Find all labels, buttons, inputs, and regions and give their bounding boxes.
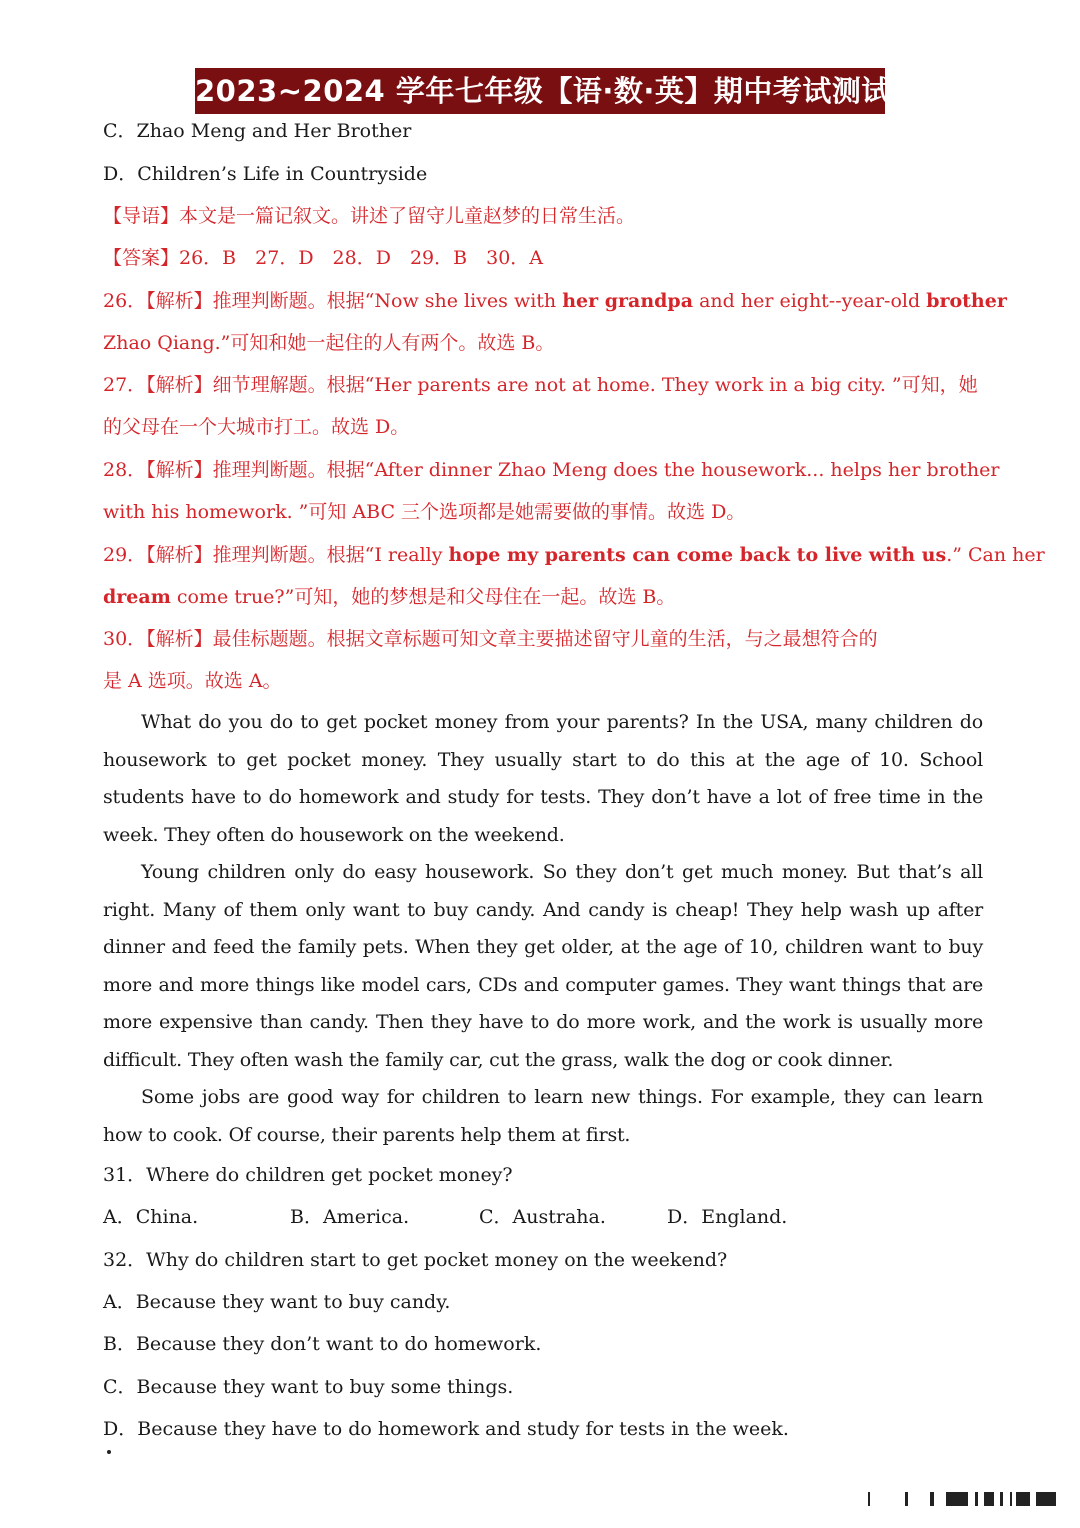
prev-option-c: C．Zhao Meng and Her Brother [103, 120, 412, 142]
q26-text-a: 26．【解析】推理判断题。根据“Now she lives with [103, 290, 563, 312]
q29-bold-1: hope my parents can come back to live with us [448, 544, 947, 566]
q31-stem: 31．Where do children get pocket money? [103, 1164, 513, 1186]
passage-paragraph-1: What do you do to get pocket money from your parents? In the USA, many children do housework to get pocket money. They usually start to do this at the age of 10. School students have to do homework and study for tests. They don’t have a lot of free time in the week. They often do housework on the weekend. [103, 711, 983, 846]
q32-option-d: D．Because they have to do homework and study for tests in the week. [103, 1418, 789, 1440]
passage-paragraph-2: Young children only do easy housework. So they don’t get much money. But that’s all right. Many of them only want to buy candy. And candy is cheap! They help wash up after dinner and feed the family pets. When they get older, at the age of 10, children want to buy more and more things like model cars, CDs and computer games. They want things that are more expensive than candy. Then they have to do more work, and the work is usually more difficult. They often wash the family car, cut the grass, walk the dog or cook dinner. [103, 861, 983, 1071]
q26-text-a2: and her eight--year-old [693, 290, 927, 312]
q26-bold-1: her grandpa [562, 290, 694, 312]
q31-option-c: C．Austraha. [479, 1206, 606, 1228]
q29-explanation-line2 [103, 584, 675, 610]
q31-option-b: B．America. [290, 1206, 410, 1228]
q27-explanation-line2: 的父母在一个大城市打工。故选 D。 [103, 416, 410, 438]
prev-option-d: D．Children’s Life in Countryside [103, 163, 428, 185]
q29-bold-2: dream [103, 586, 171, 608]
q29-text-a2: .” Can her [946, 544, 1045, 566]
q29-explanation-line1 [103, 542, 1045, 568]
q30-explanation-line2: 是 A 选项。故选 A。 [103, 670, 282, 692]
q31-option-a: A．China. [103, 1206, 199, 1228]
answer-key: 【答案】26．B 27．D 28．D 29．B 30．A [103, 247, 543, 269]
intro-note: 【导语】本文是一篇记叙文。讲述了留守儿童赵梦的日常生活。 [103, 205, 636, 227]
stray-dot [107, 1450, 111, 1454]
q29-text-l2: come true?”可知，她的梦想是和父母住在一起。故选 B。 [170, 586, 676, 608]
q28-explanation-line1: 28．【解析】推理判断题。根据“After dinner Zhao Meng does the housework... helps her brother [103, 459, 1000, 481]
q30-explanation-line1: 30．【解析】最佳标题题。根据文章标题可知文章主要描述留守儿童的生活，与之最想符合的 [103, 628, 878, 650]
q26-explanation-line1 [103, 288, 1007, 314]
q32-stem: 32．Why do children start to get pocket money on the weekend? [103, 1249, 728, 1271]
q31-option-d: D．England. [667, 1206, 788, 1228]
exam-title-banner: 2023~2024 学年七年级【语·数·英】期中考试测试卷 [195, 68, 885, 114]
q32-option-a: A．Because they want to buy candy. [103, 1291, 451, 1313]
q26-bold-2: brother [926, 290, 1007, 312]
q26-explanation-line2: Zhao Qiang.”可知和她一起住的人有两个。故选 B。 [103, 332, 555, 354]
q29-text-a: 29．【解析】推理判断题。根据“I really [103, 544, 449, 566]
passage-paragraph-3: Some jobs are good way for children to learn new things. For example, they can learn how to cook. Of course, their parents help them at first. [103, 1086, 983, 1146]
q32-option-b: B．Because they don’t want to do homework. [103, 1333, 542, 1355]
q32-option-c: C．Because they want to buy some things. [103, 1376, 514, 1398]
q27-explanation-line1: 27．【解析】细节理解题。根据“Her parents are not at home. They work in a big city. ”可知，她 [103, 374, 978, 396]
q28-explanation-line2: with his homework. ”可知 ABC 三个选项都是她需要做的事情。故选 D。 [103, 501, 746, 523]
